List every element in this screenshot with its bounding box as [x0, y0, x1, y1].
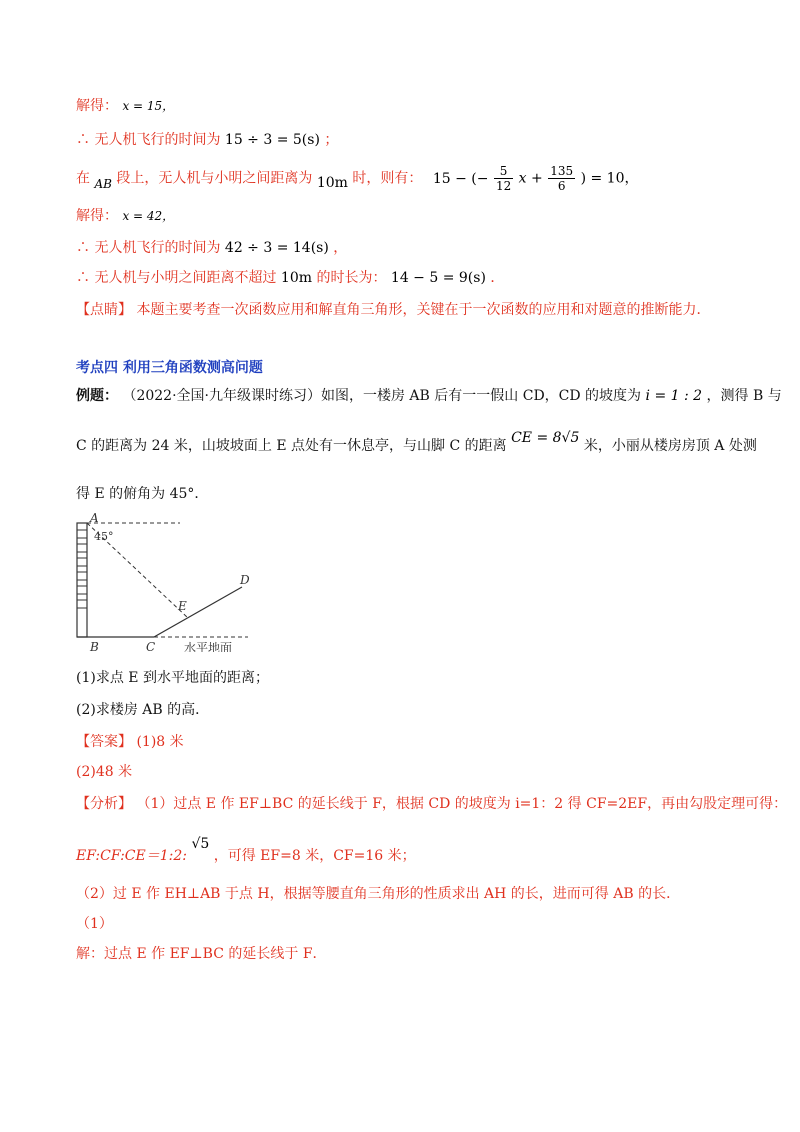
equation: x = 42，	[122, 209, 175, 223]
text: 米，小丽从楼房房顶 A 处测	[583, 438, 757, 454]
equation: x = 15，	[122, 99, 175, 113]
answer-1: (1)8 米	[136, 734, 184, 750]
equation: 15 ÷ 3 = 5(s)	[224, 132, 320, 148]
solution-line-4	[76, 206, 174, 226]
fraction-135-6	[548, 164, 575, 193]
label-a: A	[90, 512, 99, 525]
denominator: 12	[495, 179, 512, 193]
equation: 42 ÷ 3 = 14(s)	[224, 240, 329, 256]
geometry-diagram	[70, 512, 270, 652]
solve-label: 解得：	[76, 98, 118, 114]
distance: 10m	[280, 270, 312, 286]
text: ；	[324, 132, 339, 148]
question-1: (1)求点 E 到水平地面的距离；	[76, 670, 269, 686]
key-point-tag: 【点睛】	[76, 302, 132, 318]
text: ，	[333, 240, 348, 256]
building-windows	[77, 530, 87, 608]
example-label: 例题：	[76, 388, 118, 404]
ce-expression: CE = 8√5	[511, 430, 580, 446]
analysis-line-5: 解：过点 E 作 EF⊥BC 的延长线于 F．	[76, 946, 327, 962]
text: ，可得 EF=8 米，CF=16 米；	[213, 848, 416, 864]
text: ∴ 无人机飞行的时间为	[76, 240, 221, 256]
fraction-5-12	[494, 164, 513, 193]
solve-label: 解得：	[76, 208, 118, 224]
text: （2022·全国·九年级课时练习）如图，一楼房 AB 后有一一假山 CD，CD 的坡度为	[122, 388, 642, 404]
denominator: 6	[557, 179, 566, 193]
text: ∴ 无人机飞行的时间为	[76, 132, 221, 148]
ground-label: 水平地面	[184, 641, 233, 652]
analysis-text: （1）过点 E 作 EF⊥BC 的延长线于 F，根据 CD 的坡度为 i=1：2 得 CF=2EF，再由勾股定理可得：	[136, 796, 788, 812]
angle-label: 45°	[94, 530, 114, 543]
numerator: 135	[550, 164, 574, 178]
analysis-tag: 【分析】	[76, 796, 132, 812]
text: 的时长为：	[316, 270, 387, 286]
label-b: B	[90, 640, 99, 652]
section-heading: 考点四 利用三角函数测高问题	[76, 360, 263, 376]
equation-pre: 15 − (−	[432, 170, 489, 187]
text: ．	[490, 270, 505, 286]
answer-line-1	[76, 732, 184, 752]
text: 时，则有：	[352, 170, 423, 187]
equation-mid: x +	[518, 170, 543, 187]
text: 在	[76, 170, 90, 187]
question-2: (2)求楼房 AB 的高．	[76, 702, 210, 718]
example-line-1	[76, 386, 782, 406]
slope-expression: i = 1 : 2	[645, 388, 703, 404]
text: C 的距离为 24 米，山坡坡面上 E 点处有一休息亭，与山脚 C 的距离	[76, 438, 507, 454]
analysis-line-2	[76, 836, 416, 866]
solution-line-1	[76, 96, 174, 116]
solution-line-5	[76, 238, 347, 258]
text: ∴ 无人机与小明之间距离不超过	[76, 270, 277, 286]
key-point-text: 本题主要考查一次函数应用和解直角三角形，关键在于一次函数的应用和对题意的推断能力．	[136, 302, 711, 318]
answer-tag: 【答案】	[76, 734, 132, 750]
analysis-line-1	[76, 794, 787, 814]
slope-cd	[154, 587, 242, 637]
label-e: E	[178, 599, 187, 613]
solution-line-6	[76, 268, 504, 288]
example-line-3: 得 E 的俯角为 45°．	[76, 486, 209, 502]
label-d: D	[240, 573, 250, 587]
numerator: 5	[494, 164, 513, 179]
analysis-line-3: （2）过 E 作 EH⊥AB 于点 H，根据等腰直角三角形的性质求出 AH 的长，进而可得 AB 的长．	[76, 886, 681, 902]
equation: 14 − 5 = 9(s)	[390, 270, 486, 286]
segment-ab: AB	[94, 176, 112, 191]
equation-post: ) = 10，	[580, 170, 639, 187]
distance: 10m	[316, 174, 348, 191]
analysis-line-4: （1）	[76, 916, 113, 932]
solution-line-2	[76, 130, 338, 150]
text: ，测得 B 与	[706, 388, 782, 404]
text: 段上，无人机与小明之间距离为	[116, 170, 313, 187]
label-c: C	[146, 640, 156, 652]
sqrt-5: √5	[191, 836, 210, 852]
ratio-text: EF:CF:CE＝1:2:	[76, 848, 187, 864]
solution-line-3	[76, 164, 638, 193]
answer-line-2: (2)48 米	[76, 764, 133, 780]
example-line-2	[76, 430, 757, 456]
key-point-line	[76, 300, 710, 320]
